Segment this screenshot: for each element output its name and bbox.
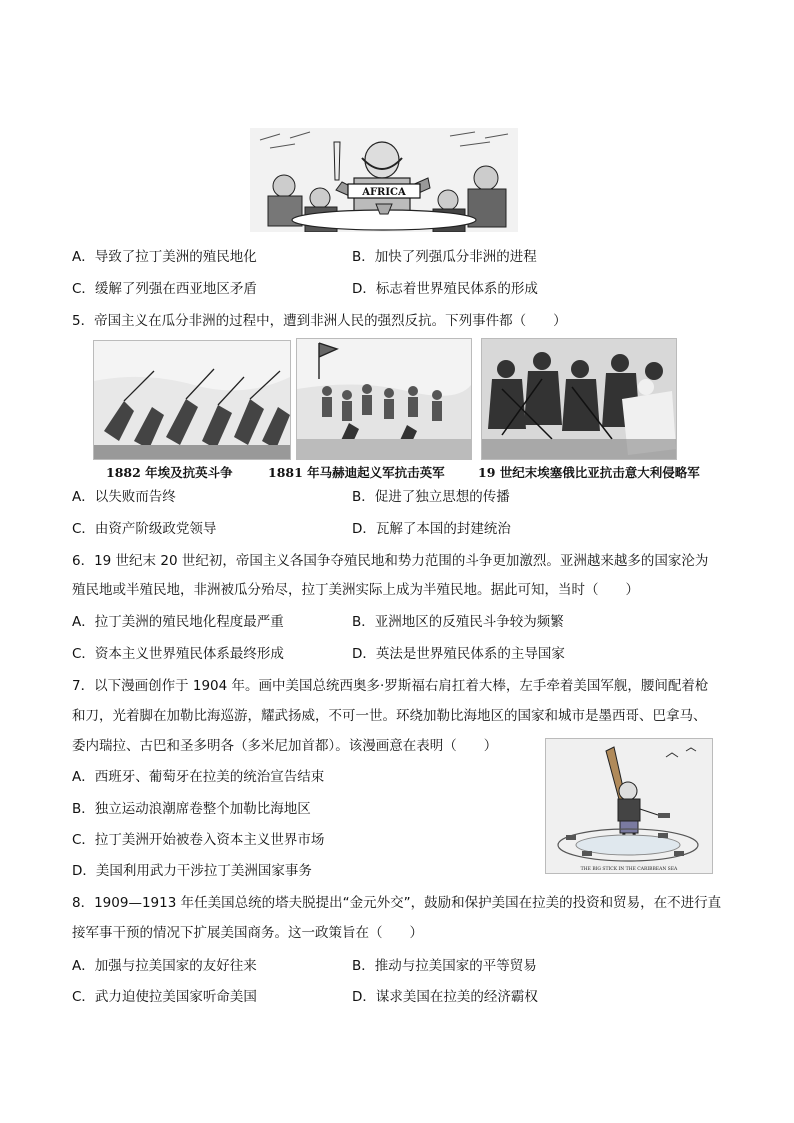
q7-stem-line-3: 委内瑞拉、古巴和圣多明各（多米尼加首都）。该漫画意在表明（ ） — [72, 738, 498, 754]
q4-option-c[interactable]: C．缓解了列强在西亚地区矛盾 — [72, 281, 257, 297]
q7-option-a[interactable]: A．西班牙、葡萄牙在拉美的统治宣告结束 — [72, 769, 325, 785]
q6-option-d[interactable]: D．英法是世界殖民体系的主导国家 — [352, 646, 565, 662]
q8-option-c[interactable]: C．武力迫使拉美国家听命美国 — [72, 989, 257, 1005]
ethiopia-resistance-image — [481, 338, 677, 460]
q5-caption-1: 1882 年埃及抗英斗争 — [106, 465, 233, 480]
q7-stem-line-2: 和刀，光着脚在加勒比海巡游，耀武扬威，不可一世。环绕加勒比海地区的国家和城市是墨西哥、巴拿马、 — [72, 708, 707, 724]
q7-stem-line-1: 7．以下漫画创作于 1904 年。画中美国总统西奥多·罗斯福右肩扛着大棒，左手牵着美国军舰，腰间配着枪 — [72, 678, 709, 694]
q5-option-a[interactable]: A．以失败而告终 — [72, 489, 176, 505]
q4-option-b[interactable]: B．加快了列强瓜分非洲的进程 — [352, 249, 537, 265]
big-stick-cartoon — [545, 738, 713, 874]
q6-option-a[interactable]: A．拉丁美洲的殖民地化程度最严重 — [72, 614, 284, 630]
q6-stem-line-1: 6．19 世纪末 20 世纪初，帝国主义各国争夺殖民地和势力范围的斗争更加激烈。亚洲越来越多的国家沦为 — [72, 553, 709, 569]
q7-option-d[interactable]: D．美国利用武力干涉拉丁美洲国家事务 — [72, 863, 312, 879]
q6-stem-line-2: 殖民地或半殖民地，非洲被瓜分殆尽，拉丁美洲实际上成为半殖民地。据此可知，当时（ ） — [72, 582, 639, 598]
q7-option-b[interactable]: B．独立运动浪潮席卷整个加勒比海地区 — [72, 801, 311, 817]
q4-option-d[interactable]: D．标志着世界殖民体系的形成 — [352, 281, 538, 297]
q8-option-b[interactable]: B．推动与拉美国家的平等贸易 — [352, 958, 537, 974]
q6-option-c[interactable]: C．资本主义世界殖民体系最终形成 — [72, 646, 284, 662]
q8-stem-line-2: 接军事干预的情况下扩展美国商务。这一政策旨在（ ） — [72, 925, 423, 941]
q7-option-c[interactable]: C．拉丁美洲开始被卷入资本主义世界市场 — [72, 832, 325, 848]
q5-stem: 5．帝国主义在瓜分非洲的过程中，遭到非洲人民的强烈反抗。下列事件都（ ） — [72, 313, 567, 329]
africa-cake-label: AFRICA — [362, 187, 406, 198]
q8-option-a[interactable]: A．加强与拉美国家的友好往来 — [72, 958, 257, 974]
q5-option-d[interactable]: D．瓦解了本国的封建统治 — [352, 521, 511, 537]
mahdi-uprising-image — [296, 338, 472, 460]
africa-partition-cartoon — [250, 128, 518, 232]
egypt-resistance-image — [93, 340, 291, 460]
q5-option-c[interactable]: C．由资产阶级政党领导 — [72, 521, 217, 537]
q8-option-d[interactable]: D．谋求美国在拉美的经济霸权 — [352, 989, 538, 1005]
q5-caption-3: 19 世纪末埃塞俄比亚抗击意大利侵略军 — [478, 465, 700, 480]
q5-option-b[interactable]: B．促进了独立思想的传播 — [352, 489, 510, 505]
q6-option-b[interactable]: B．亚洲地区的反殖民斗争较为频繁 — [352, 614, 564, 630]
q8-stem-line-1: 8．1909—1913 年任美国总统的塔夫脱提出“金元外交”，鼓励和保护美国在拉美的投资和贸易，在不进行直 — [72, 895, 722, 911]
q5-caption-2: 1881 年马赫迪起义军抗击英军 — [268, 465, 445, 480]
cartoon-caption: THE BIG STICK IN THE CARIBBEAN SEA — [580, 867, 678, 872]
q4-option-a[interactable]: A．导致了拉丁美洲的殖民地化 — [72, 249, 257, 265]
